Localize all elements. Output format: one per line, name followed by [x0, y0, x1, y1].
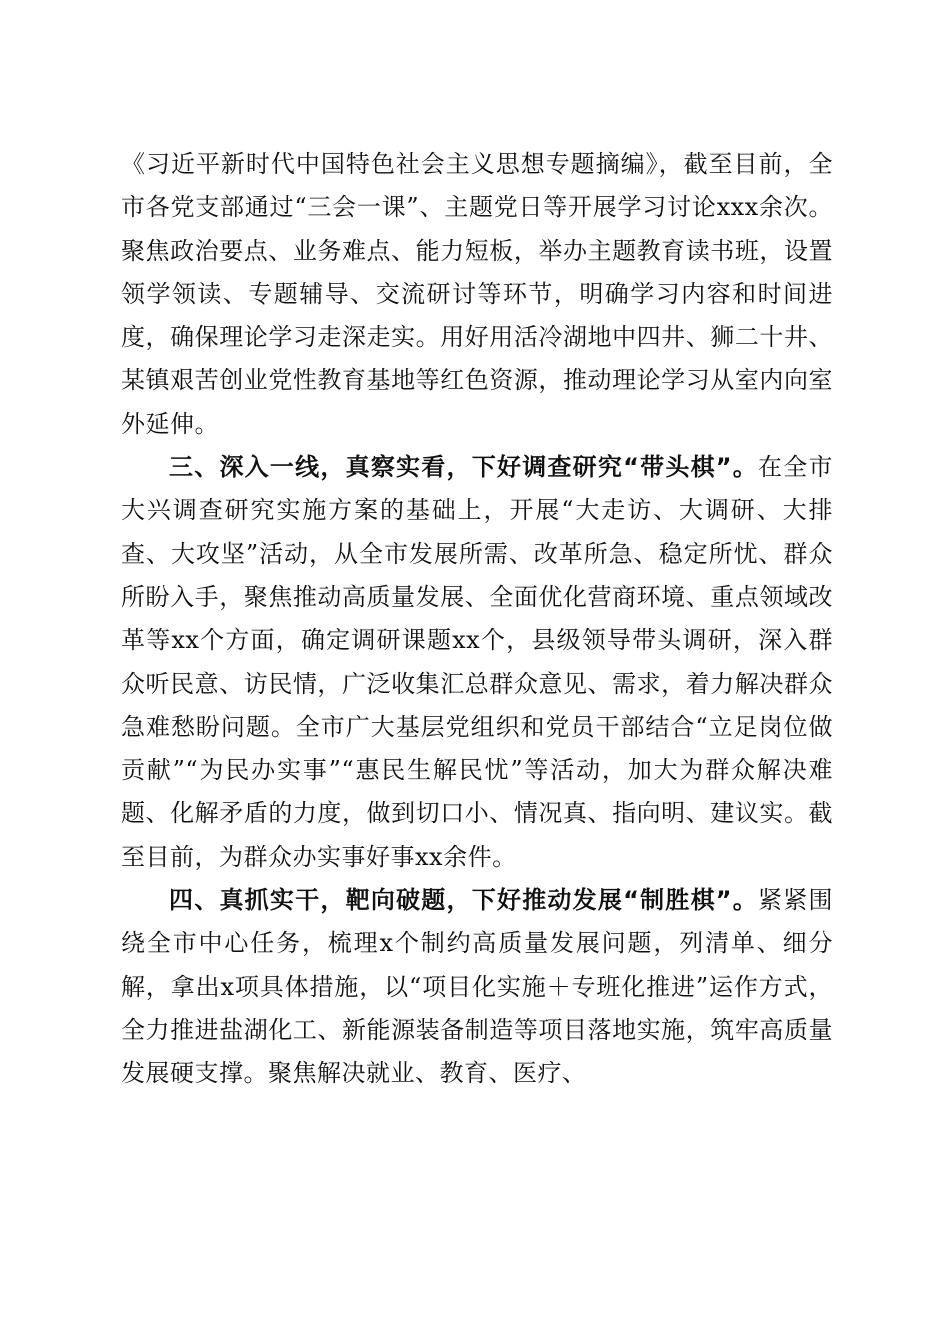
- paragraph-1-text: 《习近平新时代中国特色社会主义思想专题摘编》，截至目前，全市各党支部通过“三会一课”、主题党日等开展学习讨论xxx余次。聚焦政治要点、业务难点、能力短板，举办主题教育读书班，设置领学领读、专题辅导、交流研讨等环节，明确学习内容和时间进度，确保理论学习走深走实。用好用活冷湖地中四井、狮二十井、某镇艰苦创业党性教育基地等红色资源，推动理论学习从室内向室外延伸。: [121, 150, 833, 438]
- document-body: [121, 143, 833, 1096]
- paragraph-2-text: 在全市大兴调查研究实施方案的基础上，开展“大走访、大调研、大排查、大攻坚”活动，从全市发展所需、改革所急、稳定所忧、群众所盼入手，聚焦推动高质量发展、全面优化营商环境、重点领域改革等xx个方面，确定调研课题xx个，县级领导带头调研，深入群众听民意、访民情，广泛收集汇总群众意见、需求，着力解决群众急难愁盼问题。全市广大基层党组织和党员干部结合“立足岗位做贡献”“为民办实事”“惠民生解民忧”等活动，加大为群众解决难题、化解矛盾的力度，做到切口小、情况真、指向明、建议实。截至目前，为群众办实事好事xx余件。: [121, 453, 834, 871]
- section-3-heading: 三、深入一线，真察实看，下好调查研究“带头棋”。: [169, 453, 759, 482]
- paragraph-3-text: 紧紧围绕全市中心任务，梳理x个制约高质量发展问题，列清单、细分解，拿出x项具体措施，以“项目化实施＋专班化推进”运作方式，全力推进盐湖化工、新能源装备制造等项目落地实施，筑牢高质量发展硬支撑。聚焦解决就业、教育、医疗、: [121, 886, 834, 1088]
- paragraph-1: [121, 143, 833, 446]
- paragraph-3: [121, 879, 833, 1095]
- section-4-heading: 四、真抓实干，靶向破题，下好推动发展“制胜棋”。: [169, 886, 759, 915]
- paragraph-2: [121, 446, 833, 879]
